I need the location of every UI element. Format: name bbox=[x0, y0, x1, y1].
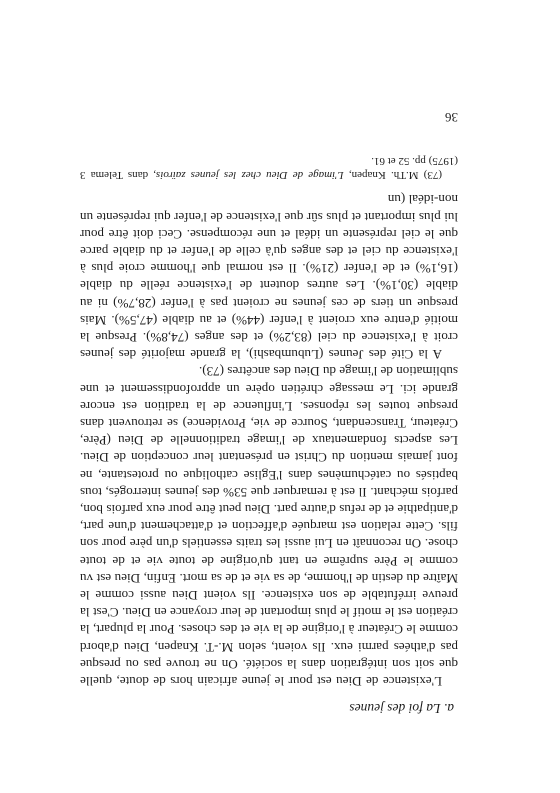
footnote-title: L'image de Dieu chez les jeunes zaïrois, bbox=[153, 169, 344, 182]
paragraph-1: L'existence de Dieu est pour le jeune africain hors de doute, quelle que soit son intégration dans la société. On ne trouve pas ou presque pas d'athées parmi eux. Ils voient, selon M.-T. Knapen, Dieu d'abord comme le Créateur à l'origine de la vie et des choses. Pour la plupart, la création est le motif le plus important de leur croyance en Dieu. C'est la preuve irréfutable de son existence. Ils voient Dieu aussi comme le Maître du destin de l'homme, de sa vie et de sa mort. Enfin, Dieu est vu comme le Père suprême en tant qu'origine de toute vie et de toute chose. On reconnaît en Lui aussi les traits essentiels d'un père pour son fils. Cette relation est marquée d'affection et d'attachement d'une part, d'antipathie et de refus d'autre part. Dieu peut être pour eux parfois bon, parfois méchant. Il est à remarquer que 53% des jeunes interrogés, tous baptisés ou catéchumènes dans l'Eglise catholique ou protestante, ne font jamais mention du Christ en présentant leur conception de Dieu. Les aspects fondamentaux de l'image traditionnelle de Dieu (Père, Créateur, Transcendant, Source de vie, Providence) se retrouvent dans presque toutes les réponses. L'influence de la tradition est encore grande ici. Le message chrétien opère un approfondissement et une sublimation de l'image du Dieu des ancêtres (73). bbox=[80, 364, 458, 689]
footnote-suffix: dans Telema 3 (1975) pp. 52 et 61. bbox=[80, 154, 458, 182]
footnote bbox=[80, 153, 458, 182]
paragraph-2: A la Cité des Jeunes (Lubumbashi), la grande majorité des jeunes croit à l'existence du ciel (83,2%) et des anges (74,8%). Presque la moitié d'entre eux croient à l'enfer (44%) et au diable (47,5%). Mais presque un tiers de ces jeunes ne croient pas à l'enfer (28,7%) ni au diable (30,1%). Les autres doutent de l'existence réelle du diable (16,1%) et de l'enfer (21%). Il est normal que l'homme croie plus à l'existence du ciel et des anges qu'à celle de l'enfer et du diable parce que le ciel représente un idéal et une récompense. Ceci doit être pour lui plus important et plus sûr que l'existence de l'enfer qui représente un non-idéal (un bbox=[80, 192, 458, 363]
text-block bbox=[80, 109, 458, 716]
footnote-prefix: (73) M.Th. Knapen, bbox=[343, 169, 442, 182]
page-number: 36 bbox=[445, 110, 458, 126]
section-title: a. La foi des jeunes bbox=[349, 701, 454, 716]
